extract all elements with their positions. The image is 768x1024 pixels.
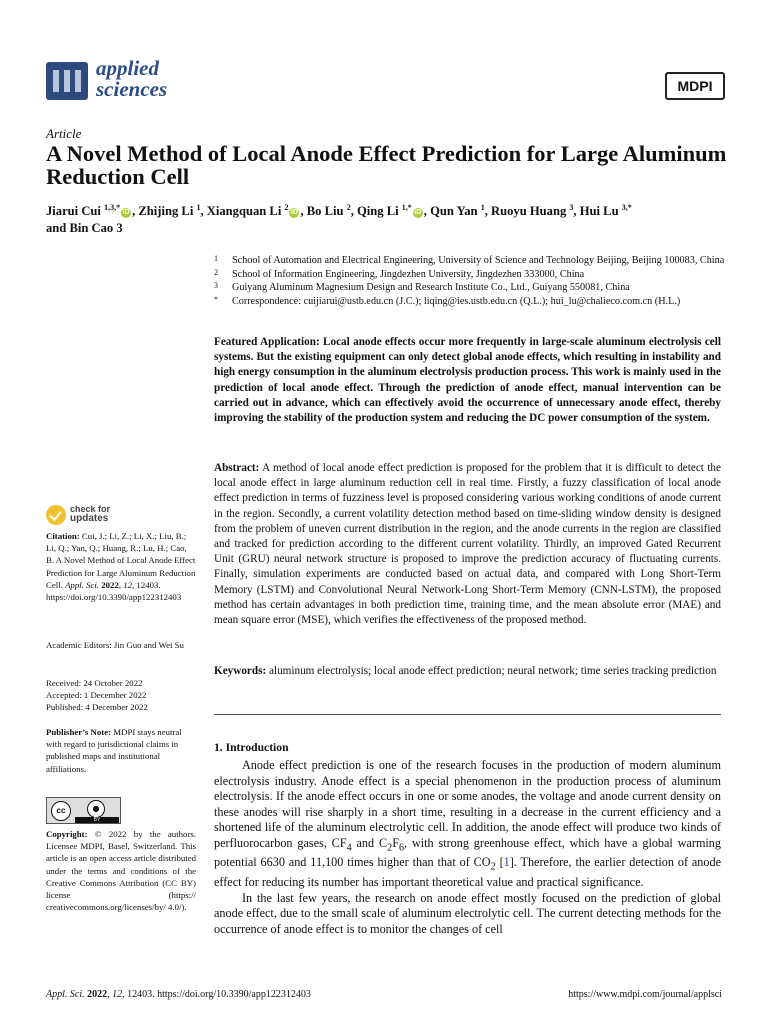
affiliation-1: 1 School of Automation and Electrical Engineering, University of Science and Technology Beijing, Beijing 100083, China xyxy=(214,254,725,266)
citation-doi[interactable]: , 12403. https://doi.org/10.3390/app122312403 xyxy=(46,579,182,603)
author-name: Zhijing Li xyxy=(138,204,197,219)
author-list xyxy=(46,199,736,237)
keywords-label: Keywords: xyxy=(214,665,267,677)
orcid-icon[interactable]: iD xyxy=(290,209,298,217)
abstract xyxy=(214,461,721,628)
affiliation-3: 3 Guiyang Aluminum Magnesium Design and Research Institute Co., Ltd., Guiyang 550081, China xyxy=(214,281,630,294)
publisher-logo: MDPI xyxy=(665,72,725,100)
copyright-notice: Copyright: © 2022 by the authors. Licensee MDPI, Basel, Switzerland. This article is an open access article distributed under the terms and conditions of the Creative Commons Attribution (CC BY) license (https:// creativecommons.org/licenses/by/ 4.0/). xyxy=(46,829,196,913)
cc-by-license-icon[interactable]: cc ● BY xyxy=(46,797,121,824)
author-affiliation-marker: 1 xyxy=(196,203,201,212)
check-for-updates-icon[interactable] xyxy=(46,505,66,525)
affiliation-2: 2 School of Information Engineering, Jingdezhen University, Jingdezhen 333000, China xyxy=(214,267,585,280)
orcid-icon[interactable]: iD xyxy=(122,209,130,217)
intro-paragraph-1: Anode effect prediction is one of the research focuses in the production of modern aluminum electrolysis industry. Anode effect is a special phenomenon in the production process of aluminum electrolysis. If the anode effect occurs in one or some anodes, the voltage and anode current density on these anodes will rise sharply in a short time, resulting in a decrease in the current efficiency and a shortened life of the aluminum electrolytic cell. In addition, the anode effect will produce two kinds of perfluorocarbon gases, $CF_4$ and $C_2F_6$, with strong greenhouse effect, which have a global warming potential 6630 and 11,100 times higher than that of $CO_2$ [1]. Therefore, the earlier detection of anode effect for reducing its number has important theoretical value and practical significance. xyxy=(214,758,721,890)
citation: Citation: Cui, J.; Li, Z.; Li, X.; Liu, B.; Li, Q.; Yan, Q.; Huang, R.; Lu, H.; Cao, B. A Novel Method of Local Anode Effect Prediction for Large Aluminum Reduction Cell. Appl. Sci. 2022, 12, 12403. https://doi.org/10.3390/app122312403 xyxy=(46,531,196,603)
keywords-text: aluminum electrolysis; local anode effect prediction; neural network; time series tracking prediction xyxy=(269,665,717,677)
featured-application xyxy=(214,335,721,426)
intro-paragraph-2: In the last few years, the research on anode effect mostly focused on the prediction of global anode effect, due to the small scale of aluminum electrolytic cell. The current detecting methods for the occurrence of anode effect is to monitor the changes of cell xyxy=(214,890,721,936)
section-divider xyxy=(214,714,721,715)
featured-text: Local anode effects occur more frequently in large-scale aluminum electrolysis cell systems. But the existing equipment can only detect global anode effects, which resulting in instability and high energy consumption in the aluminum electrolysis production process. This work is mainly used in the prediction of local anode effect. Through the prediction of anode effect, manual intervention can be carried out in advance, which can effectively avoid the occurrence of unnecessary anode effect, thereby improving the stability of the production system and reducing the DC power consumption of the system. xyxy=(214,336,721,425)
author-affiliation-marker: 1,* xyxy=(401,203,412,212)
journal-name-line2: sciences xyxy=(96,77,168,101)
author-name: Hui Lu xyxy=(579,204,622,219)
authors-line-1: Jiarui Cui $^{1,3,*}$iD , Zhijing Li $^1$, Xiangquan Li $^2$iD , Bo Liu $^2$, Qing Li $^{1,*}$iD , Qun Yan $^1$, Ruoyu Huang $^3$, Hui Lu $^{3,*}$ xyxy=(46,203,632,219)
introduction-body xyxy=(214,758,721,937)
received-date: Received: 24 October 2022 xyxy=(46,678,143,688)
author-name: Ruoyu Huang xyxy=(491,204,570,219)
check-for-updates-button[interactable]: check for updates xyxy=(70,504,111,524)
section-heading-introduction: 1. Introduction xyxy=(214,741,289,754)
author-name: Jiarui Cui xyxy=(46,204,105,219)
abstract-label: Abstract: xyxy=(214,462,260,474)
author-name: Bo Liu xyxy=(306,204,347,219)
keywords xyxy=(214,664,721,679)
author-affiliation-marker: 3,* xyxy=(621,203,632,212)
reference-link-1[interactable]: 1 xyxy=(503,855,510,870)
publisher-note: Publisher’s Note: MDPI stays neutral with regard to jurisdictional claims in published maps and institutional affiliations. xyxy=(46,727,182,774)
paper-title: A Novel Method of Local Anode Effect Prediction for Large Aluminum Reduction Cell xyxy=(46,141,727,189)
author-affiliation-marker: 2 xyxy=(346,203,351,212)
affiliations xyxy=(214,254,734,308)
author-affiliation-marker: 3 xyxy=(569,203,574,212)
published-date: Published: 4 December 2022 xyxy=(46,702,148,713)
journal-logo-icon xyxy=(46,62,88,100)
author-affiliation-marker: 2 xyxy=(284,203,289,212)
academic-editors: Academic Editors: Jin Guo and Wei Su xyxy=(46,640,184,650)
author-affiliation-marker: 1,3,* xyxy=(104,203,121,212)
orcid-icon[interactable]: iD xyxy=(414,209,422,217)
journal-name-line1: applied xyxy=(96,56,159,80)
authors-line-2: and Bin Cao 3 xyxy=(46,221,123,236)
featured-label: Featured Application: xyxy=(214,336,320,348)
abstract-text: A method of local anode effect prediction is proposed for the problem that it is difficult to detect the local anode effect in large aluminum reduction cell in real time. Firstly, a fuzzy classification of local anode effect prediction in terms of fuzziness level is proposed considering various working conditions of anode current in the region. Secondly, a current volatility detection method based on time-sliding window density is designed from the problem of uneven current distribution in the region, and the anode currents in the region are classified and tracked for prediction according to the different current volatility. Thirdly, an improved Gated Recurrent Unit (GRU) neural network structure is proposed to improve the prediction accuracy of fluctuating currents. Finally, simulation experiments are conducted based on actual data, and compared with Long Short-Term Memory (LSTM) and Convolutional Neural Network-Long Short-Term Memory (CNN-LSTM), the proposed method has certain advantages in both prediction time, training time, and the mean absolute error (MAE) and mean square error (MSE), which verifies the effectiveness of the proposed method. xyxy=(214,462,721,627)
correspondence: * Correspondence: cuijiarui@ustb.edu.cn (J.C.); liqing@ies.ustb.edu.cn (Q.L.); hui_lu@chalieco.com.cn (H.L.) xyxy=(214,294,681,307)
footer-citation: Appl. Sci. 2022, 12, 12403. https://doi.org/10.3390/app122312403 xyxy=(46,989,311,1000)
article-type: Article xyxy=(46,126,82,141)
publication-dates xyxy=(46,677,196,714)
journal-name xyxy=(96,58,167,100)
footer-journal-url[interactable]: https://www.mdpi.com/journal/applsci xyxy=(568,989,722,1000)
author-affiliation-marker: 1 xyxy=(480,203,485,212)
author-name: Qun Yan xyxy=(430,204,481,219)
author-name: Qing Li xyxy=(356,204,402,219)
author-name: Xiangquan Li xyxy=(206,204,285,219)
accepted-date: Accepted: 1 December 2022 xyxy=(46,690,147,701)
